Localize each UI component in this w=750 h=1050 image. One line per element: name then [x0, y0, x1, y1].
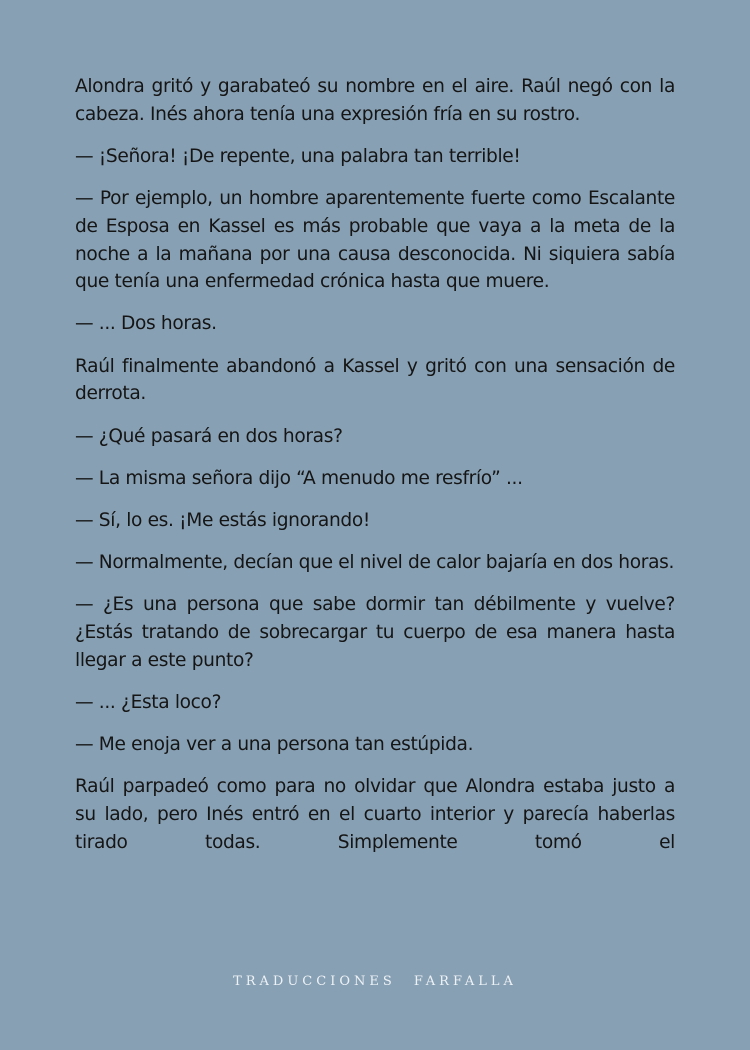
paragraph: — ¿Es una persona que sabe dormir tan débilmente y vuelve? ¿Estás tratando de sobrecargar tu cuerpo de esa manera hasta llegar a este punto? — [75, 594, 675, 671]
paragraph: — ¡Señora! ¡De repente, una palabra tan terrible! — [75, 145, 521, 167]
page-footer-credit: TRADUCCIONES FARFALLA — [233, 974, 517, 989]
paragraph: Raúl parpadeó como para no olvidar que Alondra estaba justo a su lado, pero Inés entró en el cuarto interior y parecía haberlas tirado todas. Simplemente tomó el — [75, 776, 675, 853]
paragraph: Alondra gritó y garabateó su nombre en el aire. Raúl negó con la cabeza. Inés ahora tenía una expresión fría en su rostro. — [75, 76, 675, 125]
paragraph: — La misma señora dijo “A menudo me resfrío” ... — [75, 467, 523, 489]
paragraph: — ... ¿Esta loco? — [75, 691, 222, 713]
paragraph: — Sí, lo es. ¡Me estás ignorando! — [75, 509, 370, 531]
paragraph: — Me enoja ver a una persona tan estúpida. — [75, 734, 474, 756]
paragraph: — Por ejemplo, un hombre aparentemente fuerte como Escalante de Esposa en Kassel es más probable que vaya a la meta de la noche a la mañana por una causa desconocida. Ni siquiera sabía que tenía una enfermedad crónica hasta que muere. — [75, 188, 675, 293]
page-body-text — [75, 73, 675, 856]
paragraph: Raúl finalmente abandonó a Kassel y gritó con una sensación de derrota. — [75, 355, 675, 405]
paragraph: — ... Dos horas. — [75, 313, 217, 335]
paragraph: — Normalmente, decían que el nivel de calor bajaría en dos horas. — [75, 552, 675, 574]
paragraph: — ¿Qué pasará en dos horas? — [75, 425, 343, 447]
